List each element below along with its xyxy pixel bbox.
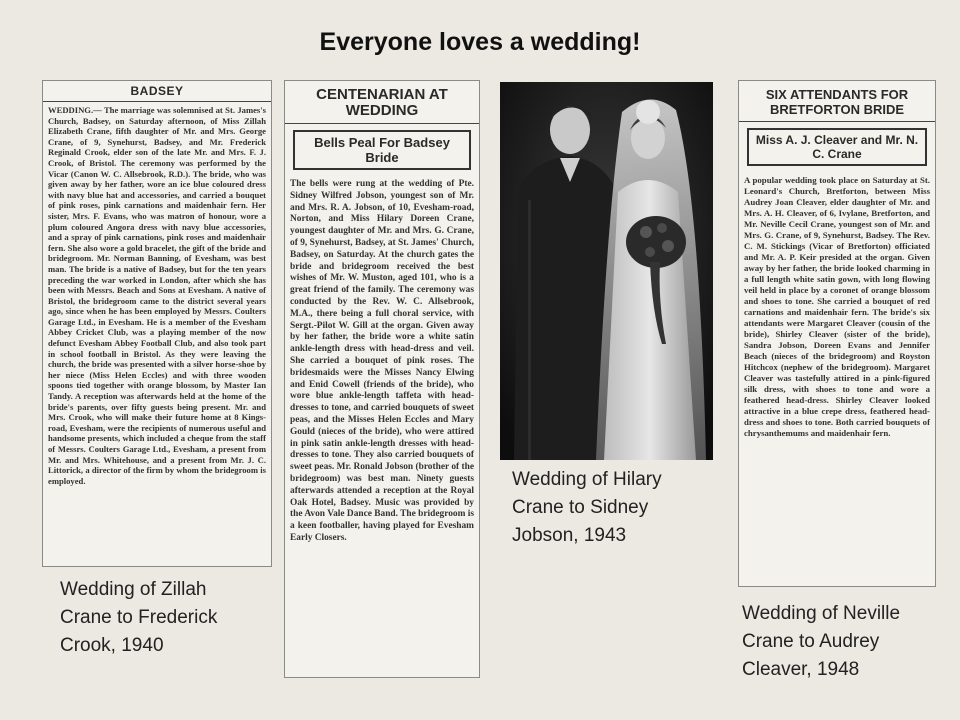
clipping-heading: BADSEY [43,81,271,102]
couple-photo-image [500,82,713,460]
caption-neville: Wedding of Neville Crane to Audrey Cleaver, 1948 [742,603,901,680]
clipping-subheading: Bells Peal For Badsey Bride [293,130,471,170]
clipping-body: The bells were rung at the wedding of Pte. Sidney Wilfred Jobson, youngest son of Mr. and Mrs. R. A. Jobson, of 10, Evesham-road, Norton, and Miss Hilary Doreen Crane, youngest daughter of Mr. and Mrs. G. Crane, of 9, Synehurst, Badsey, at St. James' Church, Badsey, on Saturday. At the church gates the bride and bridegroom received the best wishes of Mr. W. Muston, aged 101, who is a great friend of the family. The ceremony was conducted by the Rev. W. C. Allsebrook, M.A., there being a full choral service, with Sergt.-Pilot W. Gill at the organ. Given away by her father, the bride wore a white satin ankle-length dress with head-dress and veil. She carried a bouquet of pink roses. The bridesmaids were the Misses Nancy Elwing and Enid Cowell (friends of the bride), who wore blue ankle-length taffeta with head-dresses to tone, and carried bouquets of sweet peas, and the Misses Helen Eccles and Mary Gould (nieces of the bride), who were attired in pink satin ankle-length dresses with head-dresses to tone. They also carried bouquets of sweet peas. Mr. Ronald Jobson (brother of the bridegroom) was best man. Ninety guests afterwards attended a reception at the Royal Oak Hotel, Badsey. Music was provided by the Avon Vale Dance Band. The bridegroom is a keen footballer, having played for Evesham Early Closers. [290,179,474,543]
clipping-subheading: Miss A. J. Cleaver and Mr. N. C. Crane [747,128,927,166]
clipping-six-attendants [738,80,936,587]
clipping-centenarian [284,80,480,678]
clipping-body: WEDDING.— The marriage was solemnised at St. James's Church, Badsey, on Saturday afternoon, of Miss Zillah Elizabeth Crane, fifth daughter of Mr. and Mrs. George Crane, of 9, Synehurst, Badsey, and Mr. Frederick Reginald Crook, elder son of the late Mr. and Mrs. F. J. Crook, of Bristol. The ceremony was performed by the Vicar (Canon W. C. Allsebrook, R.D.). The bride, who was given away by her father, wore an ice blue coloured dress with navy blue hat and accessories, and carried a bouquet of pink roses, pink carnations and maidenhair fern. Her sister, Mrs. F. Evans, who was matron of honour, wore a plum coloured Angora dress with navy blue accessories, and a spray of pink carnations, pink roses and maidenhair fern. She also wore a gold bracelet, the gift of the bride and bridegroom. Mr. Norman Banning, of Evesham, was best man. The bride is a native of Badsey, but for the ten years preceding the war worked in London, after which she has been with Messrs. Beach and Sons at Evesham. A native of Bristol, the bridegroom came to the district several years ago, since when he has been employed by Messrs. Coulters Garage Ltd., in Evesham. He is a member of the Evesham Abbey Cricket Club, was a playing member of the now defunct Evesham Abbey Football Club, and also took part in school football in Bristol. As they were leaving the church, the bride was presented with a silver horse-shoe by her niece (Miss Helen Eccles) and with three wooden spoons tied together with orange blossom, by Master Ian Tandy. A reception was afterwards held at the home of the bride's parents, over fifty guests being present. Mr. and Mrs. Crook, who will make their future home at 8 Kings-road, Evesham, were the recipients of numerous useful and handsome presents, which included a cheque from the staff of Messrs. Coulters Garage Ltd., Evesham, a present from Mr. and Mrs. Whitehouse, and a present from Mr. J. C. Littorick, a director of the firm by whom the bridegroom is employed. [48,105,266,486]
wedding-photo [500,82,713,460]
clipping-body: A popular wedding took place on Saturday at St. Leonard's Church, Bretforton, between Miss Audrey Joan Cleaver, elder daughter of Mr. and Mrs. A. H. Cleaver, of 6, Ivylane, Bretforton, and Mr. Neville Cecil Crane, youngest son of Mr. and Mrs. G. Crane, of 9, Synehurst, Badsey. The Rev. C. M. Stickings (Vicar of Bretforton) officiated and Mr. A. P. Keir presided at the organ. Given away by her father, the bride looked charming in a full length white satin gown, with long flowing veil held in place by a coronet of orange blossom and shoes to tone. She carried a bouquet of red carnations and maidenhair fern. The bride's six attendants were Margaret Cleaver (cousin of the bride), Shirley Cleaver (sister of the bride), Sandra Jobson, Doreen Evans and Jennifer Beach (nieces of the bridegroom) and Royston Hitchcox (nephew of the bridegroom). Margaret Cleaver was tastefully attired in a pink-figured silk dress, with shoes to tone and wore a feathered head-dress. Shirley Cleaver looked attractive in a blue crepe dress, feathered head-dress and shoes to tone. Both carried bouquets of chrysanthemums and maidenhair fern. [744,175,930,438]
slide-title: Everyone loves a wedding! [319,28,641,56]
clipping-heading: CENTENARIAN AT WEDDING [285,81,479,124]
clipping-heading: SIX ATTENDANTS FOR BRETFORTON BRIDE [739,81,935,122]
clipping-badsey [42,80,272,567]
caption-zillah: Wedding of Zillah Crane to Frederick Crook, 1940 [60,579,218,656]
caption-hilary: Wedding of Hilary Crane to Sidney Jobson, 1943 [512,469,662,546]
